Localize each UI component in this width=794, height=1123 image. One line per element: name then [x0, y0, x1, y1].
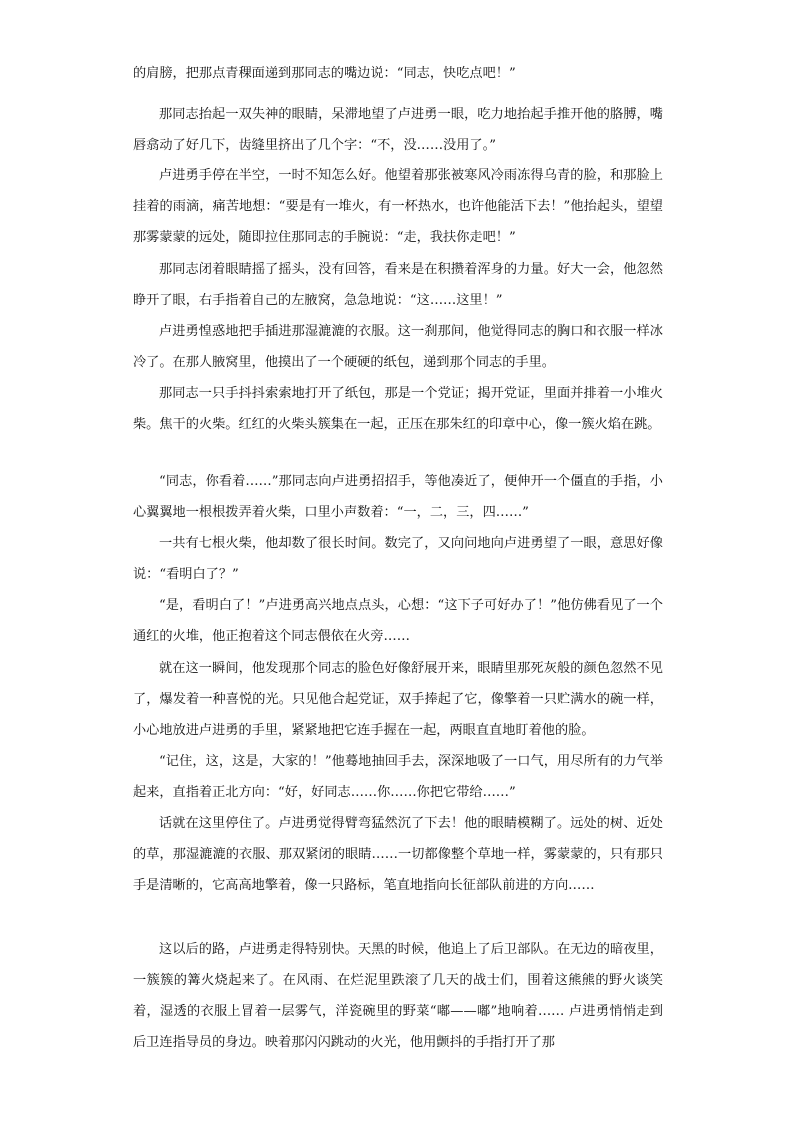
paragraph-1: 的肩膀，把那点青稞面递到那同志的嘴边说：“同志，快吃点吧！” — [133, 66, 516, 81]
paragraph-13: 这以后的路，卢进勇走得特别快。天黑的时候，他追上了后卫部队。在无边的暗夜里，一簇簇的篝火烧起来了。在风雨、在烂泥里跌滚了几天的战士们，围着这熊熊的野火谈笑着，湿透的衣服上冒着一层雾气，洋瓷碗里的野菜“嘟——嘟”地响着…… 卢进勇悄悄走到后卫连指导员的身边。映着那闪闪跳动的火光，他用颤抖的手指打开了那 — [133, 942, 663, 1050]
paragraph-8: 一共有七根火柴，他却数了很长时间。数完了，又向问地向卢进勇望了一眼，意思好像说：“看明白了？” — [133, 536, 663, 582]
paragraph-4: 那同志闭着眼睛摇了摇头，没有回答，看来是在积攒着浑身的力量。好大一会，他忽然睁开了眼，右手指着自己的左腋窝，急急地说：“这……这里！” — [133, 262, 663, 308]
paragraph-10: 就在这一瞬间，他发现那个同志的脸色好像舒展开来，眼睛里那死灰般的颜色忽然不见了，爆发着一种喜悦的光。只见他合起党证，双手捧起了它，像擎着一只贮满水的碗一样，小心地放进卢进勇的手里，紧紧地把它连手握在一起，两眼直直地盯着他的脸。 — [133, 661, 663, 738]
paragraph-7: “同志，你看着……”那同志向卢进勇招招手，等他凑近了，便伸开一个僵直的手指，小心翼翼地一根根拨弄着火柴，口里小声数着：“一，二，三，四……” — [133, 474, 663, 520]
paragraph-2: 那同志抬起一双失神的眼睛，呆滞地望了卢进勇一眼，吃力地抬起手推开他的胳膊，嘴唇翕动了好几下，齿缝里挤出了几个字：“不，没……没用了。” — [133, 107, 663, 153]
paragraph-3: 卢进勇手停在半空，一时不知怎么好。他望着那张被寒风冷雨冻得乌青的脸，和那脸上挂着的雨滴，痛苦地想：“要是有一堆火，有一杯热水，也许他能活下去！”他抬起头，望望那雾蒙蒙的远处，随即拉住那同志的手腕说：“走，我扶你走吧！” — [133, 168, 663, 245]
paragraph-6: 那同志一只手抖抖索索地打开了纸包，那是一个党证；揭开党证，里面并排着一小堆火柴。焦干的火柴。红红的火柴头簇集在一起，正压在那朱红的印章中心，像一簇火焰在跳。 — [133, 386, 663, 432]
paragraph-12: 话就在这里停住了。卢进勇觉得臂弯猛然沉了下去！他的眼睛模糊了。远处的树、近处的草，那湿漉漉的衣服、那双紧闭的眼睛……一切都像整个草地一样，雾蒙蒙的，只有那只手是清晰的，它高高地擎着，像一只路标，笔直地指向长征部队前进的方向…… — [133, 816, 663, 893]
paragraph-9: “是，看明白了！”卢进勇高兴地点点头，心想：“这下子可好办了！”他仿佛看见了一个通红的火堆，他正抱着这个同志偎依在火旁…… — [133, 598, 663, 644]
paragraph-5: 卢进勇惶惑地把手插进那湿漉漉的衣服。这一刹那间，他觉得同志的胸口和衣服一样冰冷了。在那人腋窝里，他摸出了一个硬硬的纸包，递到那个同志的手里。 — [133, 324, 663, 370]
paragraph-11: “记住，这，这是，大家的！”他蓦地抽回手去，深深地吸了一口气，用尽所有的力气举起来，直指着正北方向：“好，好同志……你……你把它带给……” — [133, 754, 663, 800]
